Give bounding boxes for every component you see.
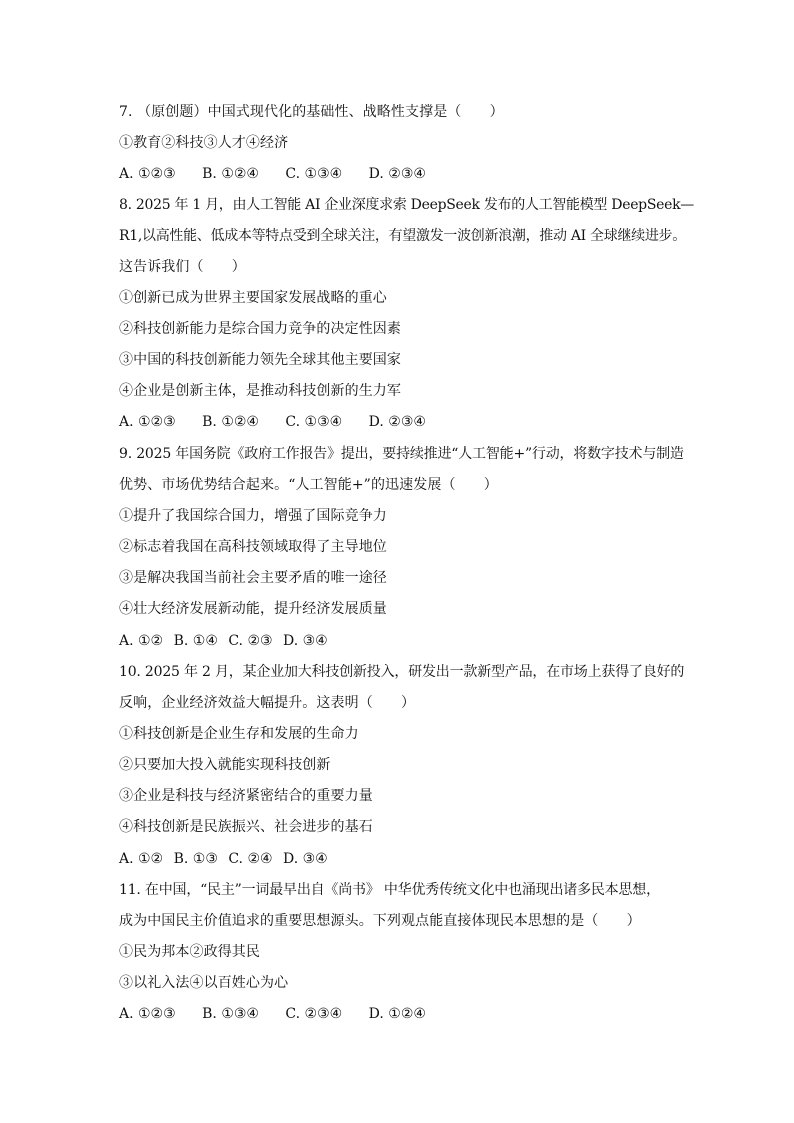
- question-10-item-1: ①科技创新是企业生存和发展的生命力: [119, 726, 359, 742]
- question-8-stem-line-2: R1,以高性能、低成本等特点受到全球关注，有望激发一波创新浪潮，推动 AI 全球继续进步。: [119, 228, 686, 244]
- question-11-stem-line-2: 成为中国民主价值追求的重要思想源头。下列观点能直接体现民本思想的是（ ）: [119, 913, 641, 929]
- option-c: C. ①③④: [285, 414, 343, 430]
- question-7-options: [119, 164, 448, 184]
- question-9-options: [119, 631, 334, 651]
- option-b: B. ①③④: [202, 1006, 259, 1022]
- option-d: D. ③④: [283, 851, 328, 867]
- option-d: D. ②③④: [368, 166, 426, 182]
- option-c: C. ①③④: [285, 166, 343, 182]
- option-a: A. ①②③: [119, 166, 176, 182]
- option-d: D. ①②④: [368, 1006, 426, 1022]
- question-9-item-1: ①提升了我国综合国力，增强了国际竞争力: [119, 508, 387, 524]
- question-9-item-4: ④壮大经济发展新动能，提升经济发展质量: [119, 601, 387, 617]
- option-b: B. ①②④: [202, 166, 259, 182]
- question-10-item-2: ②只要加大投入就能实现科技创新: [119, 757, 331, 773]
- option-b: B. ①②④: [202, 414, 259, 430]
- option-c: C. ②③④: [285, 1006, 343, 1022]
- question-11-options: [119, 1004, 448, 1024]
- option-d: D. ②③④: [368, 414, 426, 430]
- option-a: A. ①②: [119, 633, 164, 649]
- question-8-item-4: ④企业是创新主体，是推动科技创新的生力军: [119, 383, 401, 399]
- question-8-stem-line-1: 8. 2025 年 1 月，由人工智能 AI 企业深度求索 DeepSeek 发布的人工智能模型 DeepSeek—: [119, 197, 694, 213]
- option-a: A. ①②: [119, 851, 164, 867]
- question-9-stem-line-2: 优势、市场优势结合起来。“人工智能+”的迅速发展（ ）: [119, 477, 498, 493]
- question-9-stem-line-1: 9. 2025 年国务院《政府工作报告》提出，要持续推进“人工智能+”行动，将数字技术与制造: [119, 446, 684, 462]
- question-8-stem-line-3: 这告诉我们（ ）: [119, 259, 246, 275]
- question-8-item-2: ②科技创新能力是综合国力竞争的决定性因素: [119, 321, 401, 337]
- option-b: B. ①③: [173, 851, 218, 867]
- question-10-stem-line-2: 反响，企业经济效益大幅提升。这表明（ ）: [119, 695, 416, 711]
- option-a: A. ①②③: [119, 1006, 176, 1022]
- question-10-stem-line-1: 10. 2025 年 2 月，某企业加大科技创新投入，研发出一款新型产品，在市场上获得了良好的: [119, 664, 685, 680]
- question-7-item-1: ①教育②科技③人才④经济: [119, 135, 289, 151]
- question-9-item-2: ②标志着我国在高科技领域取得了主导地位: [119, 539, 387, 555]
- question-8-item-1: ①创新已成为世界主要国家发展战略的重心: [119, 290, 387, 306]
- option-b: B. ①④: [173, 633, 218, 649]
- question-11-stem-line-1: 11. 在中国，“民主”一词最早出自《尚书》 中华优秀传统文化中也涌现出诸多民本思想，: [119, 882, 660, 898]
- question-8-options: [119, 412, 448, 432]
- option-d: D. ③④: [283, 633, 328, 649]
- question-10-item-4: ④科技创新是民族振兴、社会进步的基石: [119, 819, 373, 835]
- question-8-item-3: ③中国的科技创新能力领先全球其他主要国家: [119, 352, 401, 368]
- option-c: C. ②④: [228, 851, 273, 867]
- question-9-item-3: ③是解决我国当前社会主要矛盾的唯一途径: [119, 570, 387, 586]
- question-11-item-2: ③以礼入法④以百姓心为心: [119, 975, 289, 991]
- question-7-stem-line-1: 7. （原创题）中国式现代化的基础性、战略性支撑是（ ）: [119, 104, 504, 120]
- question-11-item-1: ①民为邦本②政得其民: [119, 944, 260, 960]
- question-10-item-3: ③企业是科技与经济紧密结合的重要力量: [119, 788, 373, 804]
- option-a: A. ①②③: [119, 414, 176, 430]
- question-10-options: [119, 849, 334, 869]
- option-c: C. ②③: [228, 633, 273, 649]
